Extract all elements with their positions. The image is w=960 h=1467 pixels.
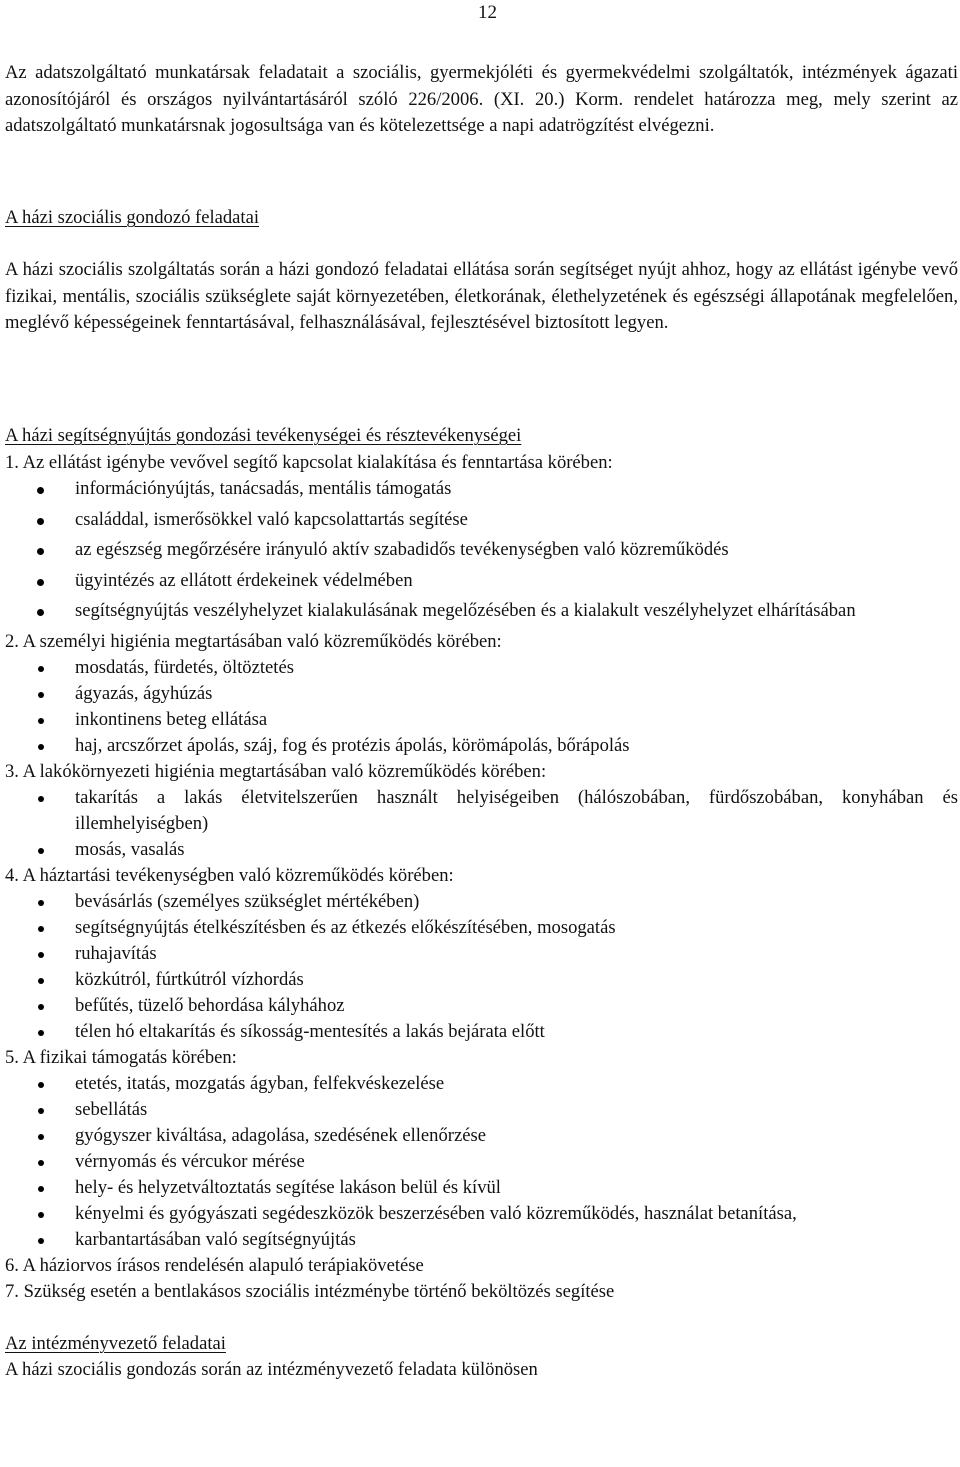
bullet-list xyxy=(5,1071,958,1253)
list-item: inkontinens beteg ellátása xyxy=(5,707,958,733)
list-item: ágyazás, ágyhúzás xyxy=(5,681,958,707)
bullet-list xyxy=(5,889,958,1045)
section-3 xyxy=(5,759,958,863)
section-7: 7. Szükség esetén a bentlakásos szociális intézménybe történő beköltözés segítése xyxy=(5,1280,615,1302)
list-item: haj, arcszőrzet ápolás, száj, fog és protézis ápolás, körömápolás, bőrápolás xyxy=(5,733,958,759)
section-5 xyxy=(5,1045,958,1253)
list-item: közkútról, fúrtkútról vízhordás xyxy=(5,967,958,993)
heading-gondozo-feladatai: A házi szociális gondozó feladatai xyxy=(5,207,260,228)
section-title: 1. Az ellátást igénybe vevővel segítő kapcsolat kialakítása és fenntartása körében: xyxy=(5,452,613,473)
bullet-list xyxy=(5,655,958,759)
list-item: gyógyszer kiváltása, adagolása, szedésének ellenőrzése xyxy=(5,1123,958,1149)
section-1 xyxy=(5,450,958,624)
list-item: ügyintézés az ellátott érdekeinek védelmében xyxy=(5,568,958,594)
list-item: bevásárlás (személyes szükséglet mértékében) xyxy=(5,889,958,915)
page-number: 12 xyxy=(478,2,497,23)
heading-gondozasi-tevekenysegek: A házi segítségnyújtás gondozási tevékenységei és résztevékenységei xyxy=(5,425,522,446)
sections-list xyxy=(5,450,958,1383)
section-title: 5. A fizikai támogatás körében: xyxy=(5,1046,237,1068)
heading-intezmenyvezeto-feladatai: Az intézményvezető feladatai xyxy=(5,1332,226,1354)
list-item: ruhajavítás xyxy=(5,941,958,967)
section-2 xyxy=(5,629,958,759)
list-item: segítségnyújtás veszélyhelyzet kialakulásának megelőzésében és a kialakult veszélyhelyzet elhárításában xyxy=(5,598,958,624)
section-6: 6. A háziorvos írásos rendelésén alapuló terápiakövetése xyxy=(5,1254,424,1276)
section-4 xyxy=(5,863,958,1045)
list-item: befűtés, tüzelő behordása kályhához xyxy=(5,993,958,1019)
bullet-list xyxy=(5,785,958,863)
list-item: családdal, ismerősökkel való kapcsolattartás segítése xyxy=(5,507,958,533)
section-title: 2. A személyi higiénia megtartásában való közreműködés körében: xyxy=(5,630,502,652)
gondozo-paragraph: A házi szociális szolgáltatás során a házi gondozó feladatai ellátása során segítséget nyújt ahhoz, hogy az ellátást igénybe vevő fizikai, mentális, szociális szükséglete saját környezetében, életkorának, élethelyzetének és egészségi állapotának megfelelően, meglévő képességeinek fenntartásával, felhasználásával, fejlesztésével biztosított legyen. xyxy=(5,259,958,333)
list-item: télen hó eltakarítás és síkosság-mentesítés a lakás bejárata előtt xyxy=(5,1019,958,1045)
list-item: kényelmi és gyógyászati segédeszközök beszerzésében való közreműködés, használat betanítása, xyxy=(5,1201,958,1227)
list-item: etetés, itatás, mozgatás ágyban, felfekvéskezelése xyxy=(5,1071,958,1097)
section-title: 3. A lakókörnyezeti higiénia megtartásában való közreműködés körében: xyxy=(5,760,547,782)
list-item: mosás, vasalás xyxy=(5,837,958,863)
list-item: az egészség megőrzésére irányuló aktív szabadidős tevékenységben való közreműködés xyxy=(5,537,958,563)
section-title: 4. A háztartási tevékenységben való közreműködés körében: xyxy=(5,864,454,886)
closing-line: A házi szociális gondozás során az intézményvezető feladata különösen xyxy=(5,1358,538,1380)
list-item: vérnyomás és vércukor mérése xyxy=(5,1149,958,1175)
intro-paragraph: Az adatszolgáltató munkatársak feladatait a szociális, gyermekjóléti és gyermekvédelmi szolgáltatók, intézmények ágazati azonosítójáról és országos nyilvántartásáról szóló 226/2006. (XI. 20.) Korm. rendelet határozza meg, mely szerint az adatszolgáltató munkatársnak jogosultsága van és kötelezettsége a napi adatrögzítést elvégezni. xyxy=(5,62,958,136)
list-item: karbantartásában való segítségnyújtás xyxy=(5,1227,958,1253)
list-item: hely- és helyzetváltoztatás segítése lakáson belül és kívül xyxy=(5,1175,958,1201)
list-item: mosdatás, fürdetés, öltöztetés xyxy=(5,655,958,681)
list-item: sebellátás xyxy=(5,1097,958,1123)
bullet-list xyxy=(5,476,958,624)
list-item: segítségnyújtás ételkészítésben és az étkezés előkészítésében, mosogatás xyxy=(5,915,958,941)
list-item: információnyújtás, tanácsadás, mentális támogatás xyxy=(5,476,958,502)
list-item: takarítás a lakás életvitelszerűen használt helyiségeiben (hálószobában, fürdőszobában, konyhában és illemhelyiségben) xyxy=(5,785,958,837)
